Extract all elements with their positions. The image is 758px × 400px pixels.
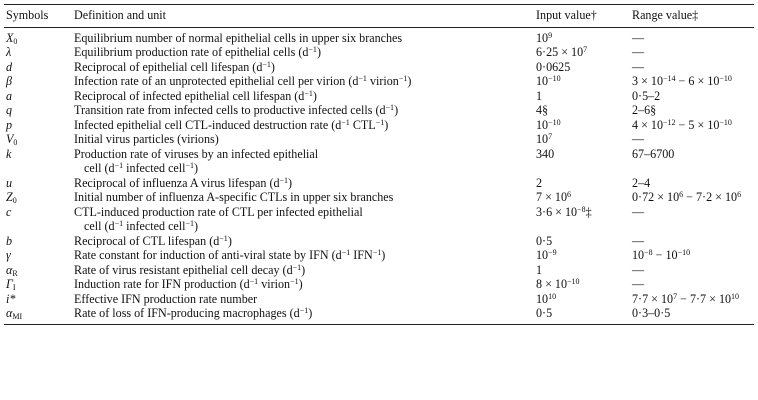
symbol: β [6,74,13,88]
symbol-cell [4,306,74,324]
definition-cell [74,147,536,176]
symbol-subscript: I [12,283,16,292]
input-value-cell: 0·0625 [536,59,571,74]
symbol: Z [6,190,13,204]
table-row [4,60,754,75]
symbol: λ [6,45,12,59]
input-value-cell: $3\cdot 6 \times 10^{-8}\ddagger$ [536,204,592,219]
symbol-subscript: MI [12,312,23,321]
definition-text: CTL-induced production rate of CTL per infected epithelial [74,204,363,219]
range-value-cell: 2–6§ [632,103,657,117]
input-value-cell: 2 [536,175,543,190]
definition-text: Infection rate of an unprotected epithelial cell per virion ($d^{-1}$ virion$^{-1}$) [74,74,412,88]
table-row [4,190,754,205]
definition-text: Initial virus particles (virions) [74,132,219,146]
range-value-cell: $4 \times 10^{-12} - 5 \times 10^{-10}$ [632,117,732,132]
input-value-cell: $8 \times 10^{-10}$ [536,277,580,291]
input-value-cell: 4§ [536,103,549,117]
range-value-cell: $7\cdot 7 \times 10^7 - 7\cdot 7 \times 10^{10}$ [632,291,740,306]
range-value-cell: $3 \times 10^{-14} - 6 \times 10^{-10}$ [632,74,732,88]
table-row [4,74,754,89]
symbol-cell [4,263,74,278]
definition-text: Induction rate for IFN production ($d^{-1}$ virion$^{-1}$) [74,277,303,291]
table-row [4,234,754,249]
symbol: u [6,175,13,190]
definition-cell [74,103,536,118]
range-value-cell: — [632,30,645,45]
definition-cell [74,60,536,75]
symbol-subscript: R [12,268,18,278]
definition-cell [74,190,536,205]
header-definition: Definition and unit [74,8,167,22]
symbol: q [6,103,13,117]
range-value-cell: 0·5–2 [632,88,661,103]
definition-text: Reciprocal of epithelial cell lifespan $(d^{-1})$ [74,59,275,74]
definition-cell [74,306,536,324]
range-value-cell: 67–6700 [632,146,675,161]
definition-continuation: cell ($d^{-1}$ infected cell$^{-1}$) [84,219,199,233]
definition-cell [74,176,536,191]
definition-text: Initial number of influenza A-specific CTLs in upper six branches [74,190,394,204]
definition-cell [74,89,536,104]
table-row [4,176,754,191]
symbol-cell [4,74,74,89]
definition-text: Rate of loss of IFN-producing macrophages $(d^{-1})$ [74,306,313,320]
range-value-cell: 0·3–0·5 [632,306,671,320]
input-value-cell: $10^{10}$ [536,291,557,306]
definition-text: Rate constant for induction of anti-viral state by IFN ($d^{-1}$ $IFN^{-1}$) [74,248,386,262]
definition-text: Production rate of viruses by an infected epithelial [74,146,319,161]
symbol-subscript: 0 [13,138,18,147]
symbol-cell [4,277,74,292]
symbol: b [6,233,13,248]
table-row [4,205,754,234]
symbol-cell [4,132,74,147]
table-row [4,103,754,118]
table-row [4,118,754,133]
symbol-subscript: 0 [13,36,18,46]
parameter-table [4,4,754,325]
symbol-cell [4,205,74,234]
symbol-subscript: 0 [12,196,17,205]
definition-text: Reciprocal of influenza A virus lifespan $(d^{-1})$ [74,175,293,190]
definition-text: Effective IFN production rate number [74,291,258,306]
symbol: d [6,59,13,74]
table-row [4,248,754,263]
symbol: γ [6,248,11,262]
input-value-cell: 0·5 [536,233,553,248]
symbol-cell [4,176,74,191]
header-row [4,5,754,28]
input-value-cell: $6\cdot 25 \times 10^7$ [536,45,588,59]
symbol: c [6,204,12,219]
definition-cell [74,263,536,278]
definition-text: Reciprocal of CTL lifespan $(d^{-1})$ [74,233,232,248]
definition-text: Rate of virus resistant epithelial cell decay $(d^{-1})$ [74,262,306,277]
symbol-cell [4,60,74,75]
range-value-cell: — [632,59,645,74]
definition-cell [74,248,536,263]
symbol-cell [4,103,74,118]
table-row [4,277,754,292]
input-value-cell: $10^{-10}$ [536,117,561,132]
header-input-value: Input value† [536,8,597,22]
symbol: k [6,146,12,161]
input-value-cell: 0·5 [536,306,553,320]
symbol: α [6,262,13,277]
symbol: a [6,88,13,103]
symbol: X [6,30,14,45]
table-row [4,45,754,60]
definition-cell [74,118,536,133]
definition-cell [74,27,536,45]
table-header [4,5,754,28]
table-row [4,292,754,307]
table-body [4,27,754,324]
range-value-cell: — [632,233,645,248]
table-row [4,263,754,278]
input-value-cell: $7 \times 10^6$ [536,190,572,204]
input-value-cell: $10^{-10}$ [536,74,561,88]
symbol: p [6,117,13,132]
header-range-value: Range value‡ [632,8,699,22]
input-value-cell: 1 [536,262,543,277]
definition-text: Transition rate from infected cells to productive infected cells $(d^{-1})$ [74,103,399,117]
table-row [4,27,754,45]
definition-cell [74,277,536,292]
definition-cell [74,74,536,89]
symbol-cell [4,190,74,205]
range-value-cell: — [632,204,645,219]
definition-cell [74,205,536,234]
range-value-cell: $0\cdot 72 \times 10^6 - 7\cdot 2 \times 10^6$ [632,190,742,204]
table-row [4,147,754,176]
range-value-cell: — [632,45,645,59]
definition-text: Equilibrium number of normal epithelial cells in upper six branches [74,30,403,45]
definition-text: Infected epithelial cell CTL-induced destruction rate ($d^{-1}$ $CTL^{-1}$) [74,117,389,132]
range-value-cell: — [632,277,645,291]
definition-continuation: cell ($d^{-1}$ infected cell$^{-1}$) [84,161,199,175]
table-row [4,132,754,147]
symbol: V [6,132,14,146]
symbol-cell [4,89,74,104]
symbol-cell [4,147,74,176]
symbol-cell [4,234,74,249]
range-value-cell: — [632,262,645,277]
definition-cell [74,132,536,147]
table-row [4,89,754,104]
range-value-cell: $10^{-8} - 10^{-10}$ [632,248,691,262]
symbol-cell [4,248,74,263]
definition-cell [74,292,536,307]
definition-cell [74,45,536,60]
symbol-cell [4,118,74,133]
symbol-cell [4,292,74,307]
range-value-cell: 2–4 [632,175,651,190]
definition-cell [74,234,536,249]
definition-text: Reciprocal of infected epithelial cell lifespan $(d^{-1})$ [74,88,317,103]
header-symbols: Symbols [6,8,49,22]
input-value-cell: 340 [536,146,555,161]
symbol: i* [6,291,16,306]
symbol-cell [4,27,74,45]
definition-text: Equilibrium production rate of epithelial cells $(d^{-1})$ [74,45,321,59]
symbol: α [6,306,13,320]
input-value-cell: $10^9$ [536,30,553,45]
input-value-cell: $10^{-9}$ [536,248,557,262]
symbol: Γ [6,277,13,291]
range-value-cell: — [632,132,645,146]
table-row [4,306,754,324]
input-value-cell: $10^7$ [536,132,553,146]
symbol-cell [4,45,74,60]
input-value-cell: 1 [536,88,543,103]
